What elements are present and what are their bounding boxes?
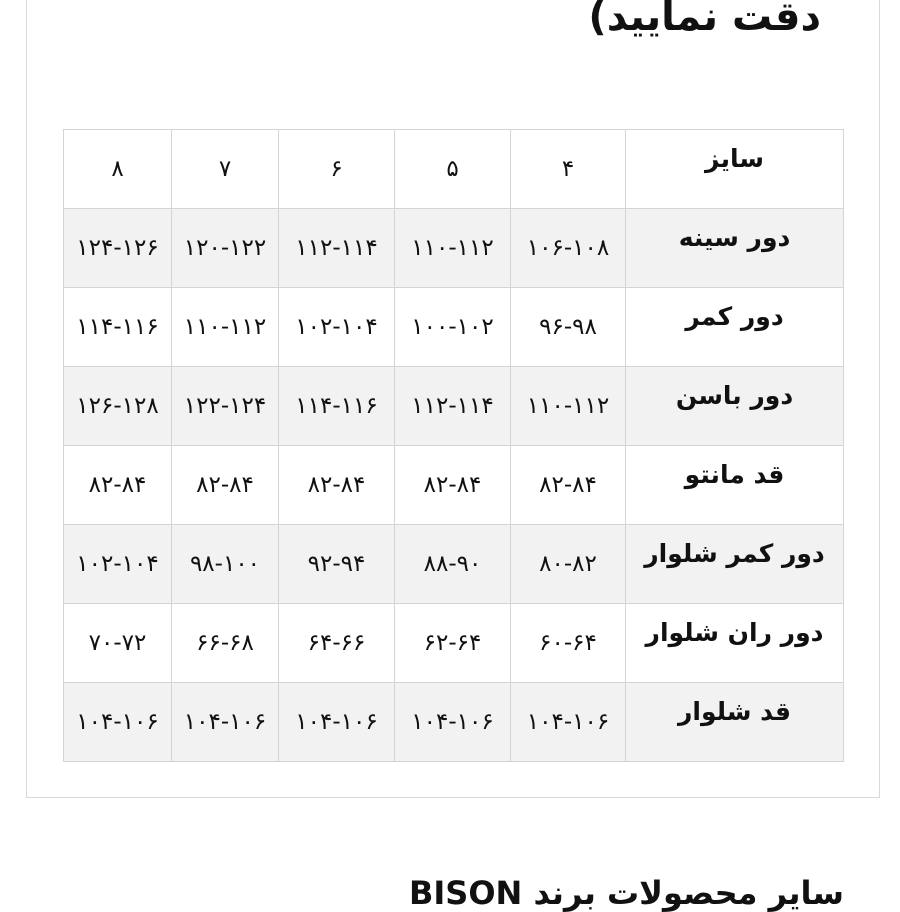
table-cell: ۱۰۲-۱۰۴ [64,525,172,604]
table-row [64,209,844,288]
size-table [63,129,844,762]
table-cell: ۸۸-۹۰ [395,525,511,604]
table-cell: ۱۰۴-۱۰۶ [64,683,172,762]
row-label: دور کمر شلوار [626,525,844,604]
table-cell: ۱۱۴-۱۱۶ [279,367,395,446]
table-row [64,446,844,525]
table-cell: ۱۰۴-۱۰۶ [395,683,511,762]
table-cell: ۱۱۴-۱۱۶ [64,288,172,367]
table-cell: ۸۰-۸۲ [511,525,626,604]
table-cell: ۶۶-۶۸ [172,604,279,683]
header-cell-size: سایز [626,130,844,209]
table-cell: ۱۰۰-۱۰۲ [395,288,511,367]
table-cell: ۱۱۰-۱۱۲ [511,367,626,446]
table-row [64,604,844,683]
header-cell: ۷ [172,130,279,209]
table-header-row [64,130,844,209]
table-row [64,367,844,446]
size-guide-heading: دقت نمایید) [588,0,821,40]
table-cell: ۱۱۲-۱۱۴ [279,209,395,288]
table-cell: ۸۲-۸۴ [511,446,626,525]
table-cell: ۹۲-۹۴ [279,525,395,604]
table-cell: ۱۰۶-۱۰۸ [511,209,626,288]
table-row [64,683,844,762]
table-cell: ۶۴-۶۶ [279,604,395,683]
table-cell: ۱۱۲-۱۱۴ [395,367,511,446]
table-row [64,288,844,367]
table-row [64,525,844,604]
row-label: دور کمر [626,288,844,367]
table-cell: ۱۰۴-۱۰۶ [172,683,279,762]
table-cell: ۱۲۶-۱۲۸ [64,367,172,446]
table-cell: ۹۸-۱۰۰ [172,525,279,604]
table-cell: ۸۲-۸۴ [279,446,395,525]
table-cell: ۱۰۴-۱۰۶ [279,683,395,762]
header-cell: ۸ [64,130,172,209]
table-cell: ۹۶-۹۸ [511,288,626,367]
table-cell: ۸۲-۸۴ [64,446,172,525]
table-cell: ۱۲۲-۱۲۴ [172,367,279,446]
row-label: دور باسن [626,367,844,446]
table-cell: ۸۲-۸۴ [172,446,279,525]
other-products-heading: سایر محصولات برند BISON [408,874,844,912]
table-cell: ۱۲۴-۱۲۶ [64,209,172,288]
table-cell: ۱۱۰-۱۱۲ [172,288,279,367]
table-cell: ۱۱۰-۱۱۲ [395,209,511,288]
table-cell: ۱۰۲-۱۰۴ [279,288,395,367]
table-cell: ۶۰-۶۴ [511,604,626,683]
table-cell: ۶۲-۶۴ [395,604,511,683]
table-cell: ۸۲-۸۴ [395,446,511,525]
table-cell: ۱۰۴-۱۰۶ [511,683,626,762]
header-cell: ۶ [279,130,395,209]
table-cell: ۱۲۰-۱۲۲ [172,209,279,288]
row-label: قد مانتو [626,446,844,525]
row-label: دور ران شلوار [626,604,844,683]
header-cell: ۵ [395,130,511,209]
row-label: دور سینه [626,209,844,288]
header-cell: ۴ [511,130,626,209]
table-cell: ۷۰-۷۲ [64,604,172,683]
row-label: قد شلوار [626,683,844,762]
